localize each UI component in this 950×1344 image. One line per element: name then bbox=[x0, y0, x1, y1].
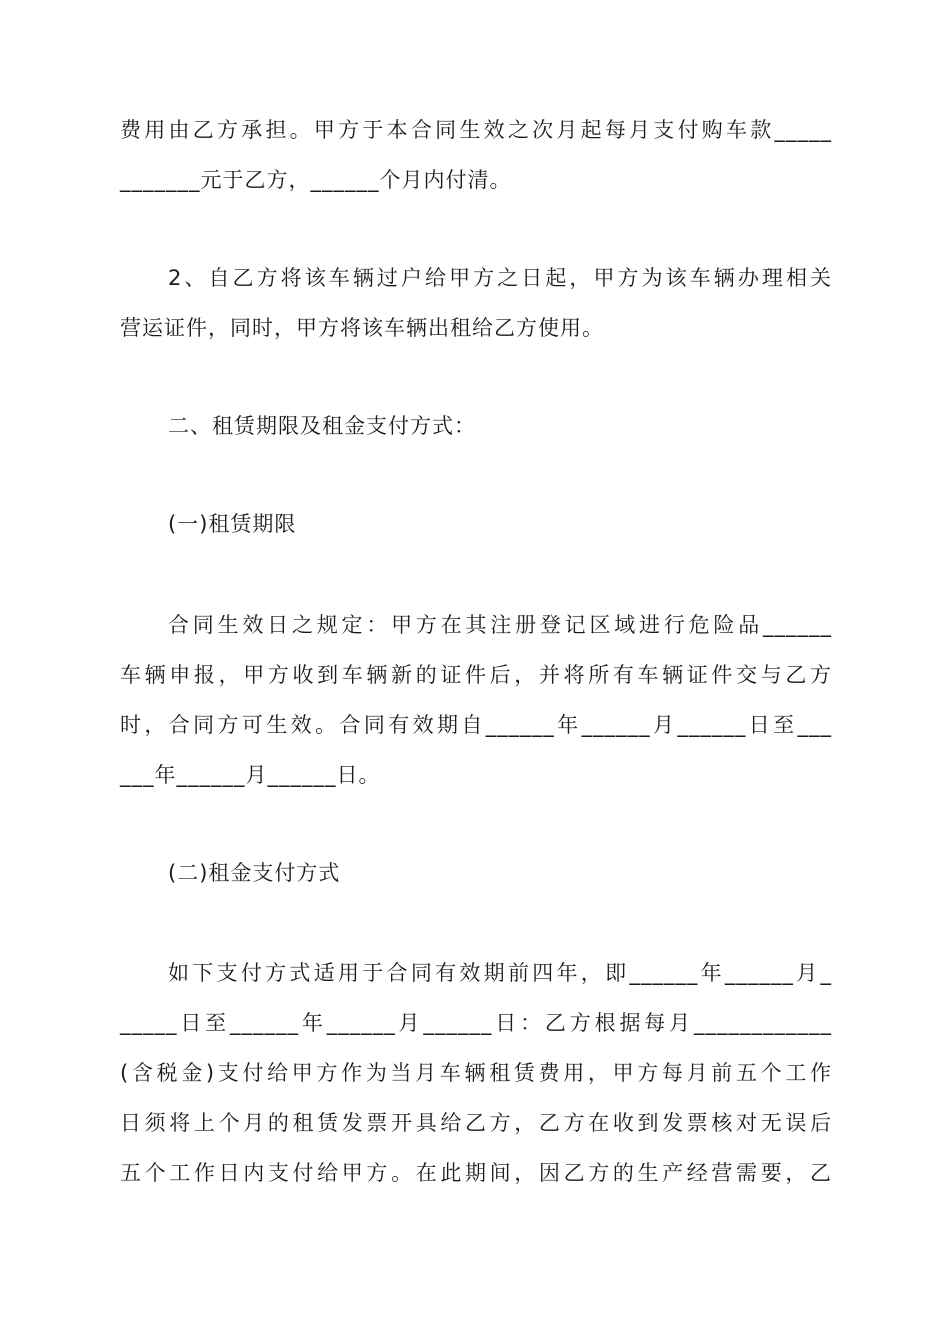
subheading-lease-term bbox=[120, 499, 832, 549]
paragraph-payment-method bbox=[120, 948, 832, 1198]
text-line: 2、自乙方将该车辆过户给甲方之日起，甲方为该车辆办理相关 bbox=[168, 266, 832, 290]
paragraph-effective-date bbox=[120, 600, 832, 800]
text-line: _______元于乙方，______个月内付清。 bbox=[120, 168, 512, 192]
text-line: 合同生效日之规定：甲方在其注册登记区域进行危险品______ bbox=[168, 613, 832, 637]
text-line: ___年______月______日。 bbox=[120, 763, 381, 787]
text-line: 营运证件，同时，甲方将该车辆出租给乙方使用。 bbox=[120, 316, 604, 340]
paragraph-clause-2 bbox=[120, 253, 832, 353]
text-line: _____日至______年______月______日：乙方根据每月____________ bbox=[120, 1011, 832, 1035]
subheading-rent-payment bbox=[120, 848, 832, 898]
text-line: 车辆申报，甲方收到车辆新的证件后，并将所有车辆证件交与乙方 bbox=[120, 663, 832, 687]
text-line: 费用由乙方承担。甲方于本合同生效之次月起每月支付购车款_____ bbox=[120, 118, 832, 142]
heading-line: 二、租赁期限及租金支付方式： bbox=[168, 414, 476, 438]
text-line: 五个工作日内支付给甲方。在此期间，因乙方的生产经营需要，乙 bbox=[120, 1161, 832, 1185]
text-line: 时，合同方可生效。合同有效期自______年______月______日至___ bbox=[120, 713, 832, 737]
text-line: 日须将上个月的租赁发票开具给乙方，乙方在收到发票核对无误后 bbox=[120, 1111, 832, 1135]
paragraph-payment-terms bbox=[120, 105, 832, 205]
text-line: (含税金)支付给甲方作为当月车辆租赁费用，甲方每月前五个工作 bbox=[120, 1061, 832, 1085]
section-heading-lease-term-and-rent bbox=[120, 401, 832, 451]
text-line: 如下支付方式适用于合同有效期前四年，即______年______月_ bbox=[168, 961, 832, 985]
heading-line: (一)租赁期限 bbox=[168, 512, 297, 536]
heading-line: (二)租金支付方式 bbox=[168, 861, 341, 885]
